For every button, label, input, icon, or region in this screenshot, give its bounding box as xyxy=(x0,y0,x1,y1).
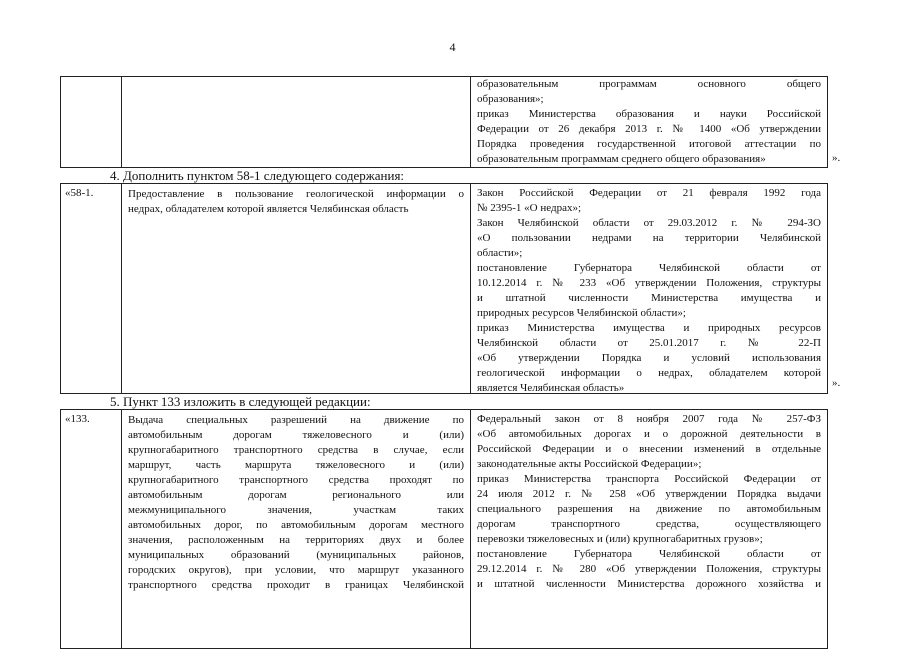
text-line: Выдача специальных разрешений на движение по xyxy=(128,414,464,426)
text-line: природных ресурсов Челябинской области»; xyxy=(477,307,686,319)
text-line: крупногабаритного транспортного средства проходят по xyxy=(128,474,464,486)
legal-basis-cell xyxy=(471,77,827,167)
text-line: «Об утверждении Порядка и условий использования xyxy=(477,352,821,364)
text-line: № 2395-1 «О недрах»; xyxy=(477,202,582,214)
text-line: образовательным программам основного общего xyxy=(477,78,821,90)
text-line: межмуниципального значения, участкам таких xyxy=(128,504,464,516)
text-line: транспортного средства проходит в границах Челябинской xyxy=(128,579,464,591)
text-line: образования»; xyxy=(477,93,544,105)
text-line: является Челябинская область» xyxy=(477,382,625,394)
service-name-cell xyxy=(122,410,471,648)
text-line: Закон Челябинской области от 29.03.2012 г. № 294-ЗО xyxy=(477,217,821,229)
service-name-cell xyxy=(122,184,471,393)
text-line: 10.12.2014 г. № 233 «Об утверждении Положения, структуры xyxy=(477,277,821,289)
text-line: и штатной численности Министерства имущества и xyxy=(477,292,821,304)
text-line: законодательные акты Российской Федерации»; xyxy=(477,458,702,470)
text-line: Предоставление в пользование геологической информации о xyxy=(128,188,464,200)
section-4-heading: 4. Дополнить пунктом 58-1 следующего содержания: xyxy=(110,168,405,183)
text-line: «О пользовании недрами на территории Челябинской xyxy=(477,232,821,244)
text-line: крупногабаритного транспортного средства в случае, если xyxy=(128,444,464,456)
text-line: 29.12.2014 г. № 280 «Об утверждении Положения, структуры xyxy=(477,563,821,575)
table-section-5 xyxy=(60,409,828,649)
section-5-heading: 5. Пункт 133 изложить в следующей редакции: xyxy=(110,394,371,409)
legal-basis-cell xyxy=(471,410,827,648)
text-line: Порядка проведения государственной итоговой аттестации по xyxy=(477,138,821,150)
text-line: геологической информации о недрах, обладателем которой xyxy=(477,367,821,379)
text-line: Федеральный закон от 8 ноября 2007 года № 257-ФЗ xyxy=(477,413,821,425)
text-line: Российской Федерации и о внесении изменений в отдельные xyxy=(477,443,821,455)
text-line: образовательным программам среднего общего образования» xyxy=(477,153,766,165)
text-line: «Об автомобильных дорогах и о дорожной деятельности в xyxy=(477,428,821,440)
table-section-4 xyxy=(60,183,828,394)
text-line: маршрут, часть маршрута тяжеловесного и (или) xyxy=(128,459,464,471)
text-line: специального разрешения на движение по автомобильным xyxy=(477,503,821,515)
text-line: приказ Министерства образования и науки Российской xyxy=(477,108,821,120)
text-line: дорогам транспортного средства, осуществляющего xyxy=(477,518,821,530)
text-line: автомобильных дорог, по автомобильным дорогам местного xyxy=(128,519,464,531)
text-line: муниципальных образований (муниципальных районов, xyxy=(128,549,464,561)
text-line: постановление Губернатора Челябинской области от xyxy=(477,262,821,274)
text-line: Челябинской области от 25.01.2017 г. № 22-П xyxy=(477,337,821,349)
table-continuation xyxy=(60,76,828,168)
text-line: Закон Российской Федерации от 21 февраля 1992 года xyxy=(477,187,821,199)
service-name-cell xyxy=(122,77,471,167)
row-number-cell: «58-1. xyxy=(61,184,122,393)
text-line: значения, расположенным на территориях двух и более xyxy=(128,534,464,546)
text-line: автомобильным дорогам регионального или xyxy=(128,489,464,501)
row-number-cell xyxy=(61,77,122,167)
text-line: постановление Губернатора Челябинской области от xyxy=(477,548,821,560)
text-line: Федерации от 26 декабря 2013 г. № 1400 «Об утверждении xyxy=(477,123,821,135)
closing-quote: ». xyxy=(832,377,841,389)
text-line: 24 июля 2012 г. № 258 «Об утверждении Порядка выдачи xyxy=(477,488,821,500)
legal-basis-cell xyxy=(471,184,827,393)
text-line: перевозки тяжеловесных и (или) крупногабаритных грузов»; xyxy=(477,533,763,545)
closing-quote: ». xyxy=(832,152,841,164)
row-number-cell: «133. xyxy=(61,410,122,648)
page-number: 4 xyxy=(449,40,456,54)
text-line: автомобильным дорогам тяжеловесного и (или) xyxy=(128,429,464,441)
text-line: недрах, обладателем которой является Челябинская область xyxy=(128,203,409,215)
text-line: городских округов), при условии, что маршрут указанного xyxy=(128,564,464,576)
text-line: и штатной численности Министерства дорожного хозяйства и xyxy=(477,578,821,590)
text-line: приказ Министерства имущества и природных ресурсов xyxy=(477,322,821,334)
text-line: приказ Министерства транспорта Российской Федерации от xyxy=(477,473,821,485)
text-line: области»; xyxy=(477,247,523,259)
